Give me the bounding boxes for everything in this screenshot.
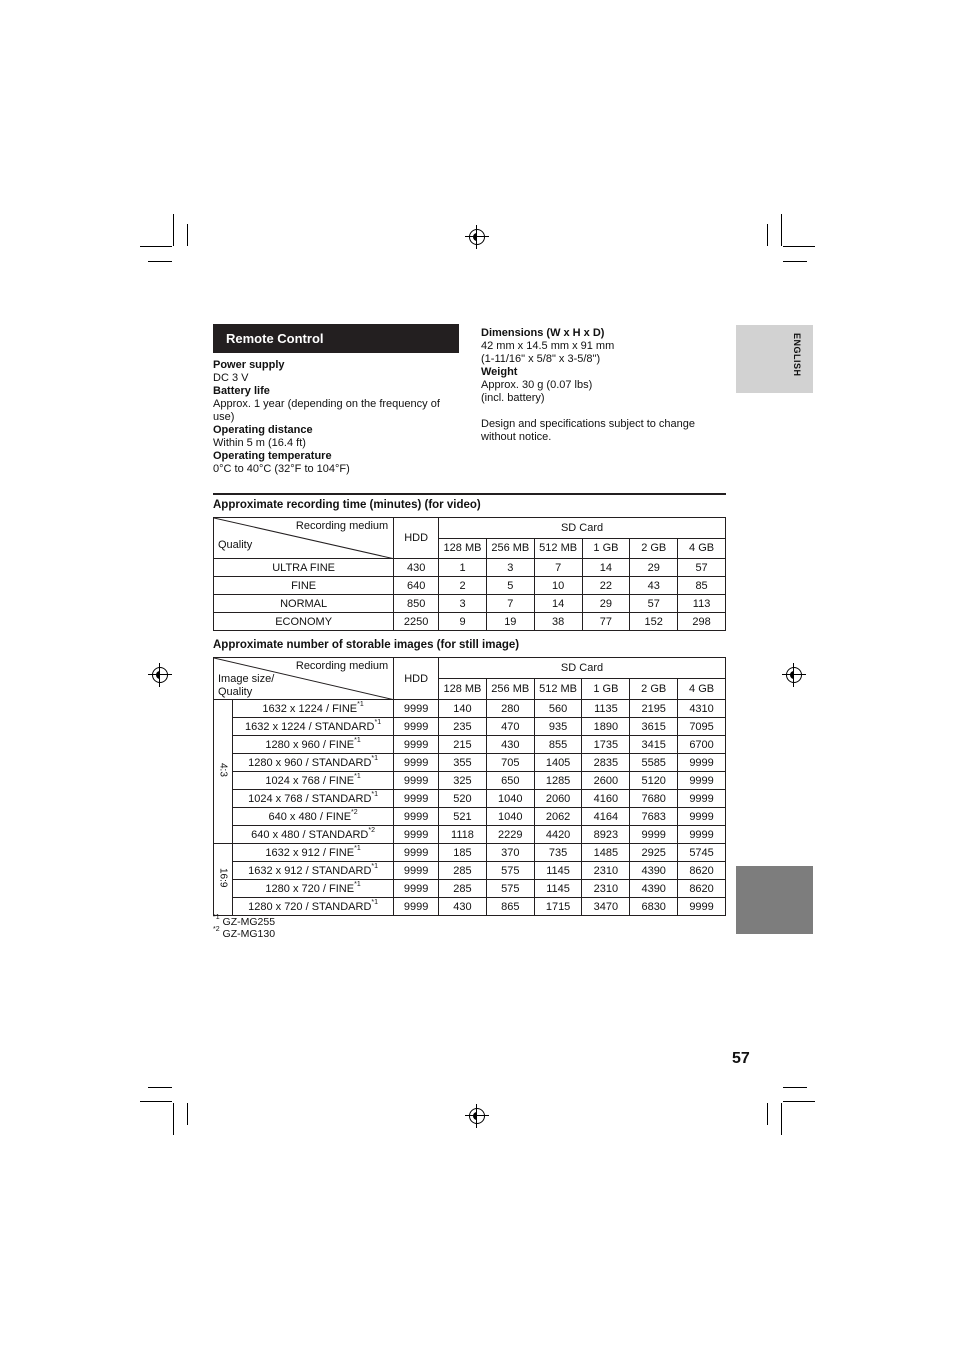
sd-card-header: SD Card	[439, 518, 726, 539]
image-size-cell	[232, 736, 393, 754]
quality-cell: FINE	[214, 577, 394, 595]
registration-mark-icon	[469, 229, 485, 245]
sd-value: 4390	[630, 862, 678, 880]
sd-value: 7	[486, 595, 534, 613]
sd-value: 575	[486, 880, 534, 898]
footnote-marker: *1	[354, 736, 361, 744]
table-row	[214, 754, 726, 772]
hdd-value: 9999	[394, 808, 439, 826]
table-row	[214, 844, 726, 862]
image-size-label: 1280 x 720 / STANDARD	[248, 900, 372, 913]
sd-value: 7	[534, 559, 582, 577]
image-size-cell	[232, 880, 393, 898]
sd-value: 113	[678, 595, 726, 613]
sd-value: 3	[439, 595, 487, 613]
sd-value: 7680	[630, 790, 678, 808]
image-size-cell	[232, 844, 393, 862]
footnote-marker: *1	[354, 880, 361, 888]
table-row	[214, 559, 726, 577]
sd-value: 325	[439, 772, 487, 790]
table-row	[214, 700, 726, 718]
image-size-cell	[232, 790, 393, 808]
image-size-cell	[232, 754, 393, 772]
aspect-ratio-cell	[214, 700, 233, 844]
footnote-marker: *1	[371, 754, 379, 762]
sd-value: 1890	[582, 718, 630, 736]
image-size-cell	[232, 898, 393, 916]
sd-value: 38	[534, 613, 582, 631]
hdd-value: 640	[394, 577, 439, 595]
sd-value: 10	[534, 577, 582, 595]
sd-value: 2060	[534, 790, 582, 808]
sd-value: 29	[582, 595, 630, 613]
table-row	[214, 736, 726, 754]
table-row	[214, 595, 726, 613]
sd-value: 865	[486, 898, 534, 916]
footnote-marker: *1	[371, 790, 379, 798]
hdd-value: 9999	[394, 754, 439, 772]
sd-value: 1145	[534, 862, 582, 880]
sd-value: 285	[439, 862, 487, 880]
hdd-value: 9999	[394, 790, 439, 808]
quality-cell: ECONOMY	[214, 613, 394, 631]
image-size-label: 1024 x 768 / STANDARD	[248, 792, 372, 805]
table-row	[214, 613, 726, 631]
sd-value: 2229	[486, 826, 534, 844]
sd-size-header: 128 MB	[439, 679, 487, 700]
sd-value: 9999	[678, 772, 726, 790]
sd-value: 935	[534, 718, 582, 736]
sd-value: 3615	[630, 718, 678, 736]
sd-value: 9999	[678, 754, 726, 772]
sd-value: 1285	[534, 772, 582, 790]
sd-size-header: 1 GB	[582, 538, 630, 559]
sd-size-header: 512 MB	[534, 679, 582, 700]
sd-value: 1715	[534, 898, 582, 916]
image-size-label: 1280 x 720 / FINE	[265, 882, 355, 895]
footnotes: $^{*1}$ GZ-MG255 $^{*2}$ GZ-MG130	[213, 914, 276, 940]
footnote-marker: *2	[368, 826, 375, 834]
sd-value: 430	[486, 736, 534, 754]
video-recording-table	[213, 517, 726, 631]
sd-size-header: 256 MB	[486, 679, 534, 700]
quality-cell: NORMAL	[214, 595, 394, 613]
sd-value: 560	[534, 700, 582, 718]
image-size-label: 1632 x 912 / FINE	[265, 846, 355, 859]
hdd-value: 9999	[394, 700, 439, 718]
sd-value: 6830	[630, 898, 678, 916]
image-size-cell	[232, 718, 393, 736]
image-size-label: 640 x 480 / STANDARD	[251, 828, 369, 841]
sd-value: 1	[439, 559, 487, 577]
sd-value: 2062	[534, 808, 582, 826]
hdd-value: 9999	[394, 826, 439, 844]
diagonal-header-cell: Recording medium Image size/ Quality	[214, 658, 394, 700]
table-row	[214, 826, 726, 844]
sd-card-header: SD Card	[439, 658, 726, 679]
sd-value: 280	[486, 700, 534, 718]
image-size-label: 1280 x 960 / FINE	[265, 738, 355, 751]
sd-size-header: 1 GB	[582, 679, 630, 700]
diagonal-header-cell: Recording medium Quality	[214, 518, 394, 559]
sd-value: 215	[439, 736, 487, 754]
sd-value: 8620	[678, 880, 726, 898]
footnote-marker: *1	[374, 718, 382, 726]
hdd-value: 9999	[394, 880, 439, 898]
footnote-marker: *1	[354, 772, 361, 780]
registration-mark-icon	[152, 667, 168, 683]
sd-value: 2310	[582, 880, 630, 898]
table-row	[214, 808, 726, 826]
sd-value: 1135	[582, 700, 630, 718]
sd-value: 470	[486, 718, 534, 736]
sd-value: 3415	[630, 736, 678, 754]
aspect-ratio-label: 16:9	[217, 868, 229, 888]
sd-value: 4160	[582, 790, 630, 808]
registration-mark-icon	[469, 1108, 485, 1124]
hdd-value: 9999	[394, 736, 439, 754]
sd-value: 43	[630, 577, 678, 595]
sd-value: 1145	[534, 880, 582, 898]
sd-value: 2195	[630, 700, 678, 718]
language-tab: ENGLISH	[736, 325, 813, 393]
sd-value: 57	[630, 595, 678, 613]
sd-value: 7683	[630, 808, 678, 826]
table-row	[214, 880, 726, 898]
hdd-value: 2250	[394, 613, 439, 631]
sd-value: 285	[439, 880, 487, 898]
table-row	[214, 862, 726, 880]
sd-value: 7095	[678, 718, 726, 736]
registration-mark-icon	[786, 667, 802, 683]
hdd-value: 9999	[394, 862, 439, 880]
footnote-marker: *1	[371, 898, 379, 906]
table-row	[214, 898, 726, 916]
sd-value: 8620	[678, 862, 726, 880]
sd-value: 705	[486, 754, 534, 772]
sd-value: 521	[439, 808, 487, 826]
sd-value: 2310	[582, 862, 630, 880]
footnote-marker: *1	[354, 844, 361, 852]
quality-cell: ULTRA FINE	[214, 559, 394, 577]
sd-value: 4390	[630, 880, 678, 898]
sd-value: 3470	[582, 898, 630, 916]
hdd-value: 9999	[394, 844, 439, 862]
image-size-label: 1632 x 912 / STANDARD	[248, 864, 372, 877]
sd-value: 370	[486, 844, 534, 862]
image-table-title: Approximate number of storable images (for still image)	[213, 639, 520, 651]
sd-value: 140	[439, 700, 487, 718]
image-size-cell	[232, 700, 393, 718]
image-size-label: 1632 x 1224 / STANDARD	[245, 720, 375, 733]
sd-value: 2600	[582, 772, 630, 790]
sd-size-header: 2 GB	[630, 538, 678, 559]
sd-value: 5	[486, 577, 534, 595]
remote-specs-left: Power supply DC 3 V Battery life Approx. 1 year (depending on the frequency of use) Operating distance Within 5 m (16.4 ft) Operating temperature 0°C to 40°C (32°F to 104°F)	[213, 359, 440, 475]
image-size-label: 640 x 480 / FINE	[268, 810, 352, 823]
sd-size-header: 4 GB	[678, 538, 726, 559]
sd-value: 4164	[582, 808, 630, 826]
sd-value: 9999	[678, 790, 726, 808]
sd-value: 152	[630, 613, 678, 631]
sd-value: 9	[439, 613, 487, 631]
sd-value: 9999	[630, 826, 678, 844]
sd-value: 1040	[486, 790, 534, 808]
image-size-label: 1280 x 960 / STANDARD	[248, 756, 372, 769]
footnote-marker: *2	[351, 808, 358, 816]
sd-value: 185	[439, 844, 487, 862]
sd-value: 85	[678, 577, 726, 595]
remote-specs-right: Dimensions (W x H x D) 42 mm x 14.5 mm x 91 mm (1-11/16" x 5/8" x 3-5/8") Weight Approx. 30 g (0.07 lbs) (incl. battery) Design and specifications subject to change without notice.	[481, 327, 696, 443]
sd-value: 14	[582, 559, 630, 577]
sd-size-header: 512 MB	[534, 538, 582, 559]
hdd-value: 9999	[394, 718, 439, 736]
sd-value: 2	[439, 577, 487, 595]
table-row	[214, 790, 726, 808]
sd-value: 520	[439, 790, 487, 808]
table-row	[214, 772, 726, 790]
sd-value: 77	[582, 613, 630, 631]
sd-value: 6700	[678, 736, 726, 754]
table-row	[214, 577, 726, 595]
sd-value: 5585	[630, 754, 678, 772]
sd-value: 29	[630, 559, 678, 577]
sd-size-header: 256 MB	[486, 538, 534, 559]
sd-value: 430	[439, 898, 487, 916]
image-size-label: 1632 x 1224 / FINE	[262, 702, 358, 715]
image-size-cell	[232, 772, 393, 790]
image-storage-table	[213, 657, 726, 916]
sd-value: 1405	[534, 754, 582, 772]
hdd-header: HDD	[394, 518, 439, 559]
sd-value: 298	[678, 613, 726, 631]
image-size-cell	[232, 826, 393, 844]
sd-value: 14	[534, 595, 582, 613]
sd-value: 57	[678, 559, 726, 577]
sd-value: 855	[534, 736, 582, 754]
sd-value: 9999	[678, 808, 726, 826]
hdd-value: 9999	[394, 772, 439, 790]
sd-size-header: 128 MB	[439, 538, 487, 559]
section-tab	[736, 866, 813, 934]
video-table-title: Approximate recording time (minutes) (for video)	[213, 499, 481, 511]
section-header: Remote Control	[213, 324, 459, 353]
sd-size-header: 4 GB	[678, 679, 726, 700]
image-size-cell	[232, 808, 393, 826]
image-size-cell	[232, 862, 393, 880]
sd-value: 5120	[630, 772, 678, 790]
sd-value: 2925	[630, 844, 678, 862]
sd-value: 1485	[582, 844, 630, 862]
footnote-marker: *1	[371, 862, 379, 870]
sd-value: 19	[486, 613, 534, 631]
page-number: 57	[732, 1050, 750, 1067]
sd-value: 1040	[486, 808, 534, 826]
aspect-ratio-cell	[214, 844, 233, 916]
sd-value: 4310	[678, 700, 726, 718]
sd-size-header: 2 GB	[630, 679, 678, 700]
aspect-ratio-label: 4:3	[217, 763, 229, 777]
hdd-value: 9999	[394, 898, 439, 916]
sd-value: 1735	[582, 736, 630, 754]
hdd-header: HDD	[394, 658, 439, 700]
sd-value: 5745	[678, 844, 726, 862]
sd-value: 22	[582, 577, 630, 595]
hdd-value: 430	[394, 559, 439, 577]
sd-value: 355	[439, 754, 487, 772]
sd-value: 9999	[678, 826, 726, 844]
image-size-label: 1024 x 768 / FINE	[265, 774, 355, 787]
sd-value: 575	[486, 862, 534, 880]
sd-value: 9999	[678, 898, 726, 916]
footnote-marker: *1	[357, 700, 364, 708]
divider	[213, 493, 726, 495]
sd-value: 3	[486, 559, 534, 577]
sd-value: 2835	[582, 754, 630, 772]
sd-value: 4420	[534, 826, 582, 844]
sd-value: 1118	[439, 826, 487, 844]
hdd-value: 850	[394, 595, 439, 613]
table-row	[214, 718, 726, 736]
sd-value: 8923	[582, 826, 630, 844]
sd-value: 235	[439, 718, 487, 736]
sd-value: 735	[534, 844, 582, 862]
sd-value: 650	[486, 772, 534, 790]
